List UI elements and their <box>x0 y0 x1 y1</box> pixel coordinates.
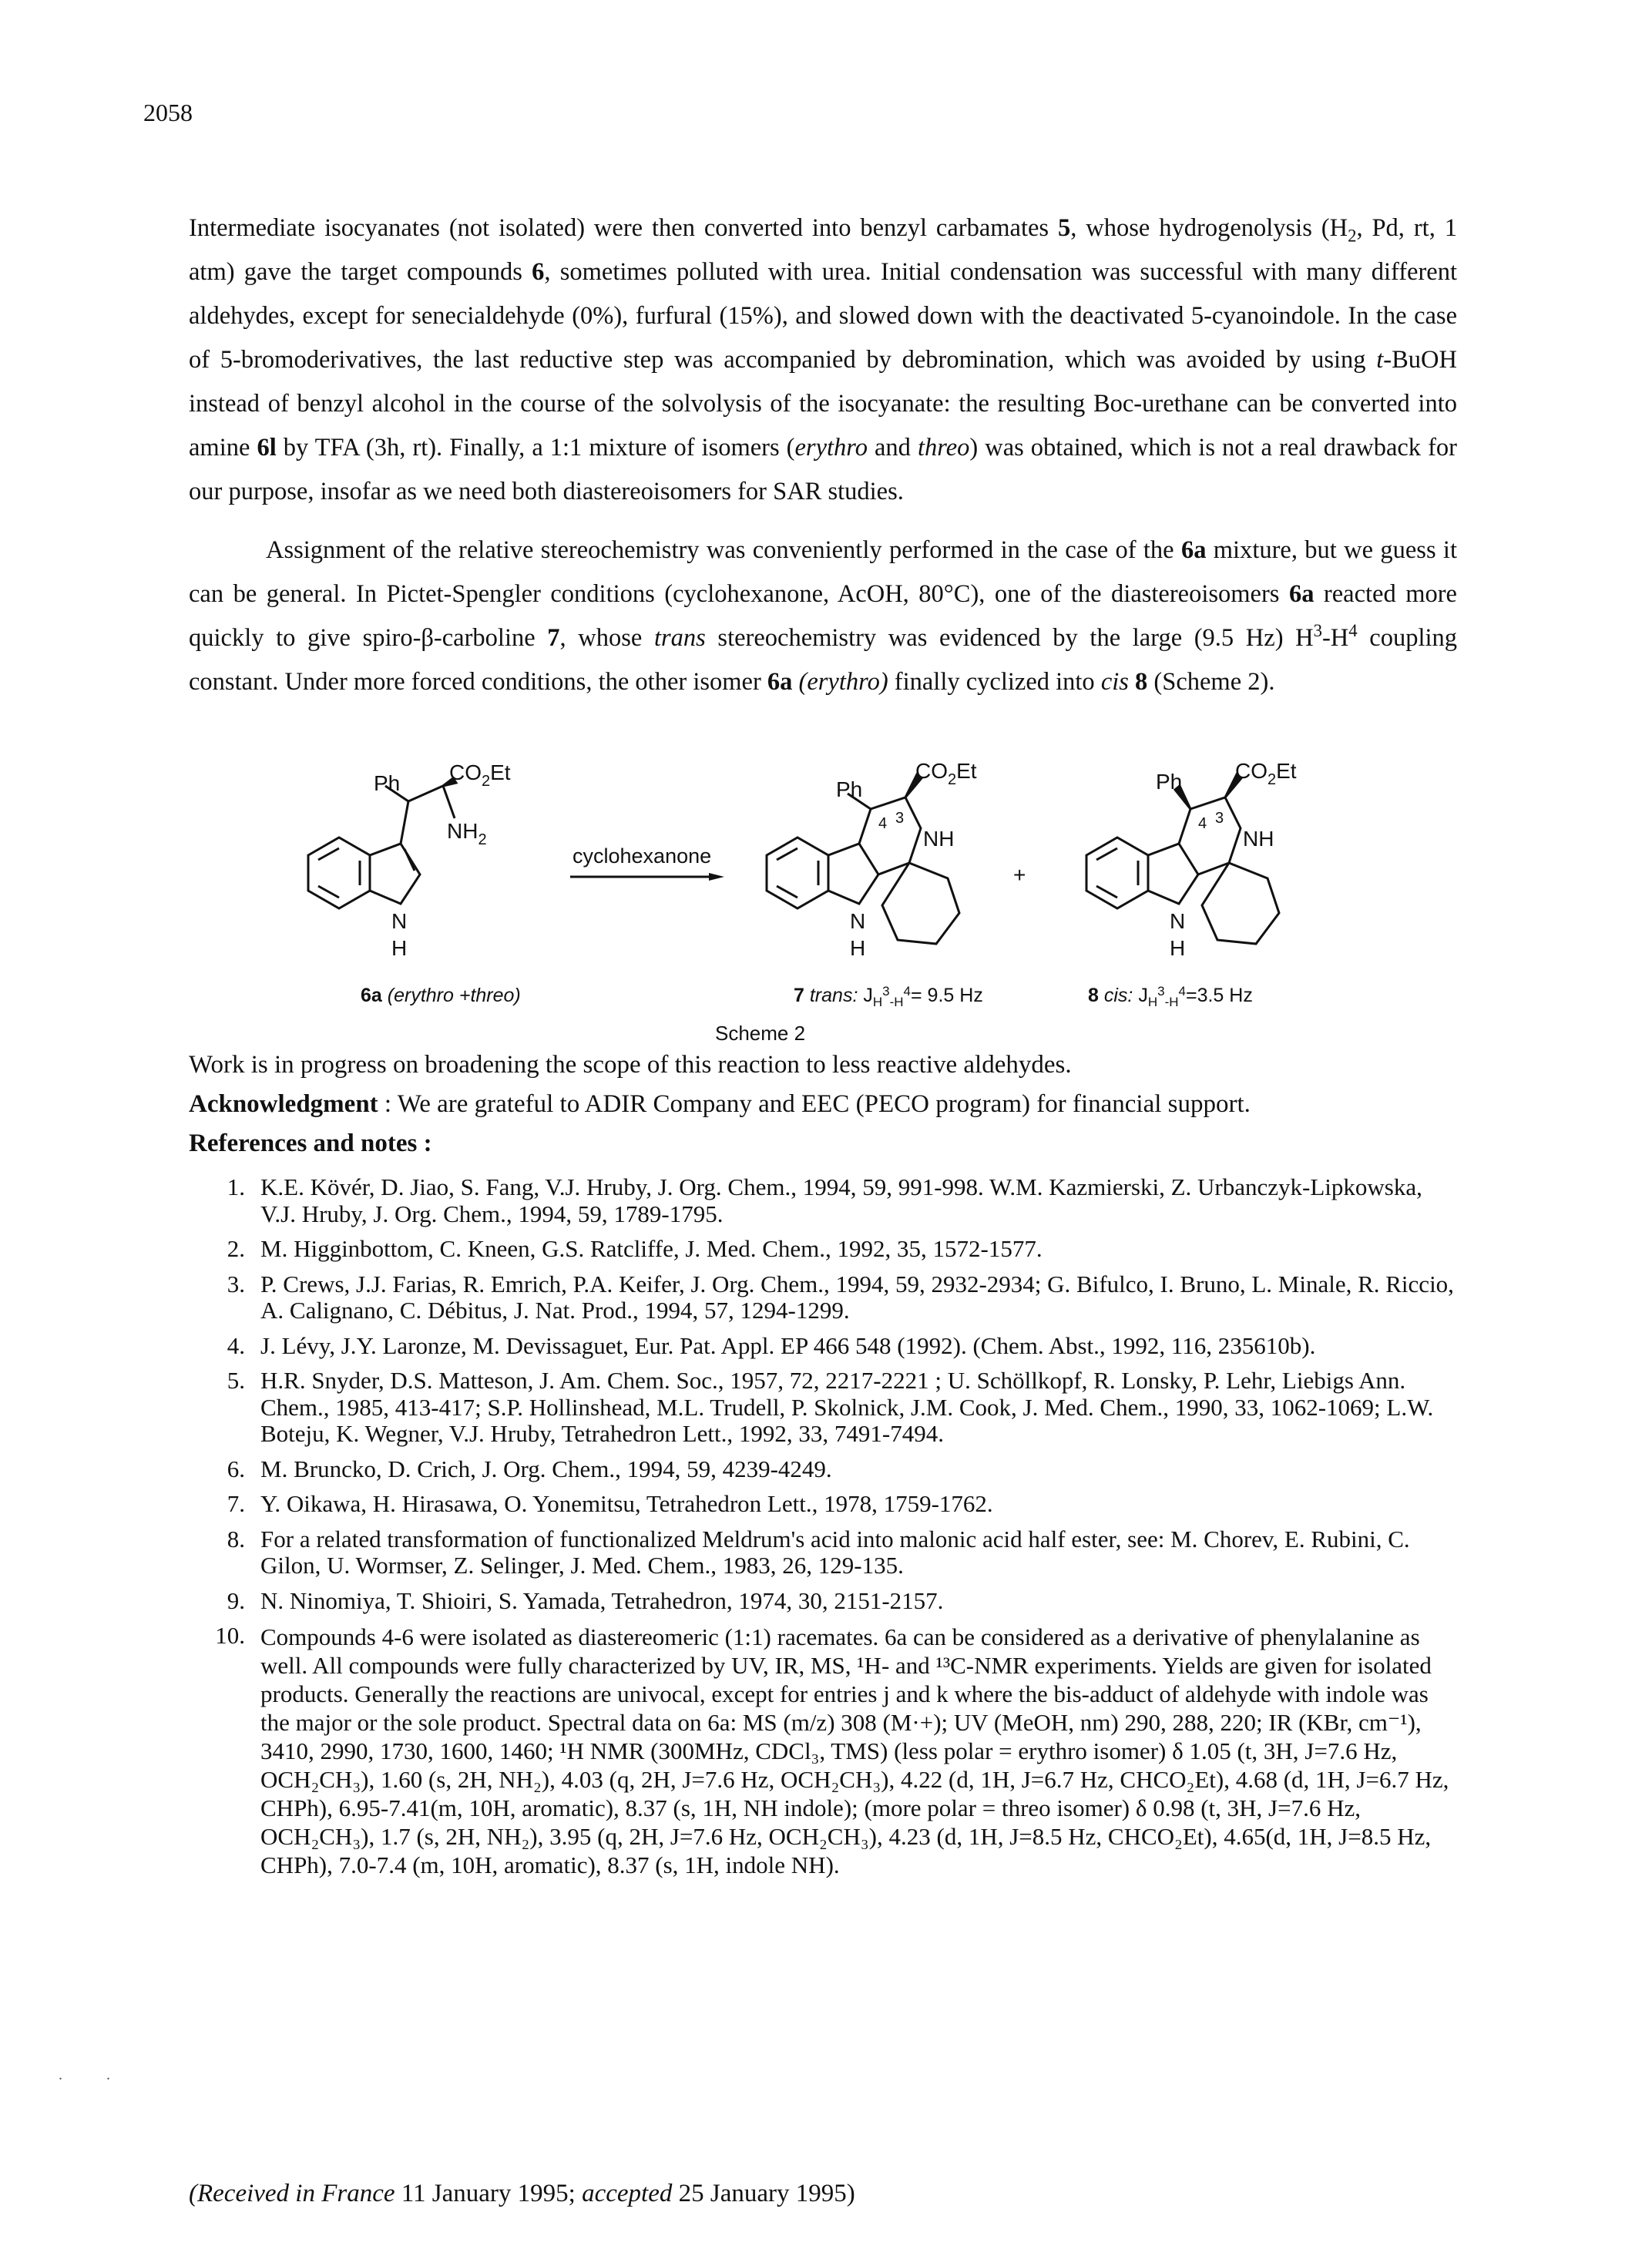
paragraph-1: Intermediate isocyanates (not isolated) were then converted into benzyl carbamates 5, whose hydrogenolysis ($H_2$, Pd, rt, 1 atm) gave the target compounds 6, sometimes polluted with urea. Initial condensation was successful with many different aldehydes, except for senecialdehyde (0%), furfural (15%), and slowed down with the deactivated 5-cyanoindole. In the case of 5-bromoderivatives, the last reductive step was accompanied by debromination, which was avoided by using t-BuOH instead of benzyl alcohol in the course of the solvolysis of the isocyanate: the resulting Boc-urethane can be converted into amine 6l by TFA (3h, rt). Finally, a 1:1 mixture of isomers (erythro and threo) was obtained, which is not a real drawback for our purpose, insofar as we need both diastereoisomers for SAR studies. <box>189 214 1458 505</box>
received-line: (Received in France 11 January 1995; accepted 25 January 1995) <box>189 2180 855 2207</box>
references-list <box>199 1174 1462 1888</box>
n-label-6a: N <box>391 909 408 933</box>
paragraph-2: Assignment of the relative stereochemistry was conveniently performed in the case of the 6a mixture, but we guess it can be general. In Pictet-Spengler conditions (cyclohexanone, AcOH, 80°C), one of the diastereoisomers 6a reacted more quickly to give spiro-β-carboline 7, whose trans stereochemistry was evidenced by the large (9.5 Hz) $H^3-H^4$ coupling constant. Under more forced conditions, the other isomer 6a (erythro) finally cyclized into cis 8 (Scheme 2). <box>189 536 1458 696</box>
aromatic-bond <box>1096 886 1117 898</box>
cyclohexane-ring-8 <box>1202 863 1279 944</box>
label-7: 7 trans: $J_H^3_{-H}^4= 9.5$ Hz <box>794 984 983 1009</box>
reference-item: 4. J. Lévy, J.Y. Laronze, M. Devissaguet, Eur. Pat. Appl. EP 466 548 (1992). (Chem. Abst., 1992, 116, 235610b). <box>227 1331 1316 1359</box>
nh2-label-6a: $NH_2$ <box>447 819 487 848</box>
h-label-6a: H <box>391 936 408 960</box>
scheme-2-figure <box>254 763 1395 1056</box>
co2et-label-8: $CO_2Et$ <box>1235 763 1297 788</box>
reference-item: 9. N. Ninomiya, T. Shioiri, S. Yamada, Tetrahedron, 1974, 30, 2151-2157. <box>227 1586 944 1614</box>
nh-label-8: NH <box>1243 827 1274 851</box>
aromatic-bond <box>777 848 797 860</box>
reference-item: 7. Y. Oikawa, H. Hirasawa, O. Yonemitsu, Tetrahedron Lett., 1978, 1759-1762. <box>227 1490 993 1517</box>
ph-label-8: Ph <box>1156 770 1183 794</box>
scheme-caption: Scheme 2 <box>715 1022 806 1045</box>
aromatic-bond <box>1096 848 1117 860</box>
h-label-7: H <box>850 936 866 960</box>
n-label-7: N <box>850 909 866 933</box>
reference-item: 6. M. Bruncko, D. Crich, J. Org. Chem., 1994, 59, 4239-4249. <box>227 1455 832 1482</box>
reference-item: 1. K.E. Kövér, D. Jiao, S. Fang, V.J. Hruby, J. Org. Chem., 1994, 59, 991-998. W.M. Kazmierski, Z. Urbanczyk-Lipkowska, V.J. Hruby, J. Org. Chem., 1994, 59, 1789-1795. <box>227 1173 1422 1227</box>
reference-item: 2. M. Higginbottom, C. Kneen, G.S. Ratcliffe, J. Med. Chem., 1992, 35, 1572-1577. <box>227 1235 1043 1262</box>
pyrrole-ring-7 <box>828 844 878 904</box>
plus-sign: + <box>1013 863 1026 887</box>
page-number: 2058 <box>143 99 193 126</box>
position-4-label: 4 <box>1198 815 1207 832</box>
work-in-progress-text: Work is in progress on broadening the scope of this reaction to less reactive aldehydes. <box>189 1051 1072 1079</box>
position-3-label: 3 <box>1215 810 1224 827</box>
nh-label-7: NH <box>923 827 955 851</box>
ph-label-7: Ph <box>836 777 863 801</box>
n-label-8: N <box>1170 909 1186 933</box>
pyrrole-double-bond <box>405 849 415 871</box>
references-heading: References and notes : <box>189 1130 432 1157</box>
co2et-label-6a: $CO_2Et$ <box>449 763 511 790</box>
cyclohexane-ring-7 <box>882 863 959 944</box>
position-4-label: 4 <box>878 815 888 832</box>
aromatic-bond <box>777 886 797 898</box>
pyrrole-ring-8 <box>1148 844 1198 904</box>
after-scheme-section <box>189 1051 1460 1158</box>
h-label-8: H <box>1170 936 1186 960</box>
reference-item: 5. H.R. Snyder, D.S. Matteson, J. Am. Chem. Soc., 1957, 72, 2217-2221 ; U. Schöllkopf, R. Lonsky, P. Lehr, Liebigs Ann. Chem., 1985, 413-417; S.P. Hollinshead, M.L. Trudell, P. Skolnick, J.M. Cook, J. Med. Chem., 1990, 33, 1062-1069; L.W. Boteju, K. Wegner, V.J. Hruby, Tetrahedron Lett., 1992, 33, 7491-7494. <box>227 1367 1434 1447</box>
bond-cb-nh2 <box>443 786 455 818</box>
structure-6a <box>308 778 456 908</box>
reference-item: 3. P. Crews, J.J. Farias, R. Emrich, P.A. Keifer, J. Org. Chem., 1994, 59, 2932-2934; G. Bifulco, I. Bruno, L. Minale, R. Riccio, A. Calignano, C. Débitus, J. Nat. Prod., 1994, 57, 1294-1299. <box>227 1270 1454 1324</box>
scheme-2-drawing <box>254 763 1395 1056</box>
label-8: 8 cis: $J_H^3_{-H}^4=3.5$ Hz <box>1088 984 1253 1009</box>
label-6a: 6a (erythro +threo) <box>361 985 521 1006</box>
reaction-arrowhead <box>709 873 724 881</box>
reference-item: 10. Compounds 4-6 were isolated as diastereomeric (1:1) racemates. 6a can be considered as a derivative of phenylalanine as well. All compounds were fully characterized by UV, IR, MS, ¹H- and ¹³C-NMR experiments. Yields are given for isolated products. Generally the reactions are univocal, except for entries j and k where the bis-adduct of aldehyde with indole was the major or the sole product. Spectral data on 6a: MS (m/z) 308 (M·+); UV (MeOH, nm) 290, 288, 220; IR (KBr, cm⁻¹), 3410, 2990, 1730, 1600, 1460; ¹H NMR (300MHz, CDCl₃, TMS) (less polar = erythro isomer) δ 1.05 (t, 3H, J=7.6 Hz, OCH₂CH₃), 1.60 (s, 2H, NH₂), 4.03 (q, 2H, J=7.6 Hz, OCH₂CH₃), 4.22 (d, 1H, J=6.7 Hz, CHCO₂Et), 4.68 (d, 1H, J=6.7 Hz, CHPh), 6.95-7.41(m, 10H, aromatic), 8.37 (s, 1H, NH indole); (more polar = threo isomer) δ 0.98 (t, 3H, J=7.6 Hz, OCH₂CH₃), 1.7 (s, 2H, NH₂), 3.95 (q, 2H, J=7.6 Hz, OCH₂CH₃), 4.23 (d, 1H, J=8.5 Hz, CHCO₂Et), 4.65(d, 1H, J=8.5 Hz, CHPh), 7.0-7.4 (m, 10H, aromatic), 8.37 (s, 1H, indole NH). <box>215 1622 1449 1878</box>
reference-item: 8. For a related transformation of functionalized Meldrum's acid into malonic acid half ester, see: M. Chorev, E. Rubini, C. Gilon, U. Wormser, Z. Selinger, J. Med. Chem., 1983, 26, 129-135. <box>227 1525 1410 1579</box>
position-3-label: 3 <box>895 810 905 827</box>
ph-label-6a: Ph <box>374 771 401 795</box>
reagent-label: cyclohexanone <box>572 844 712 868</box>
co2et-label-7: $CO_2Et$ <box>915 763 977 788</box>
pyrrole-ring-6a <box>370 844 420 904</box>
bond-ca-cb <box>408 786 443 801</box>
aromatic-bond <box>318 848 339 860</box>
scan-dots: . . <box>59 2066 130 2083</box>
aromatic-bond <box>318 886 339 898</box>
acknowledgment: Acknowledgment : We are grateful to ADIR Company and EEC (PECO program) for financial support. <box>189 1090 1251 1118</box>
bond-c3-ca <box>401 801 408 844</box>
